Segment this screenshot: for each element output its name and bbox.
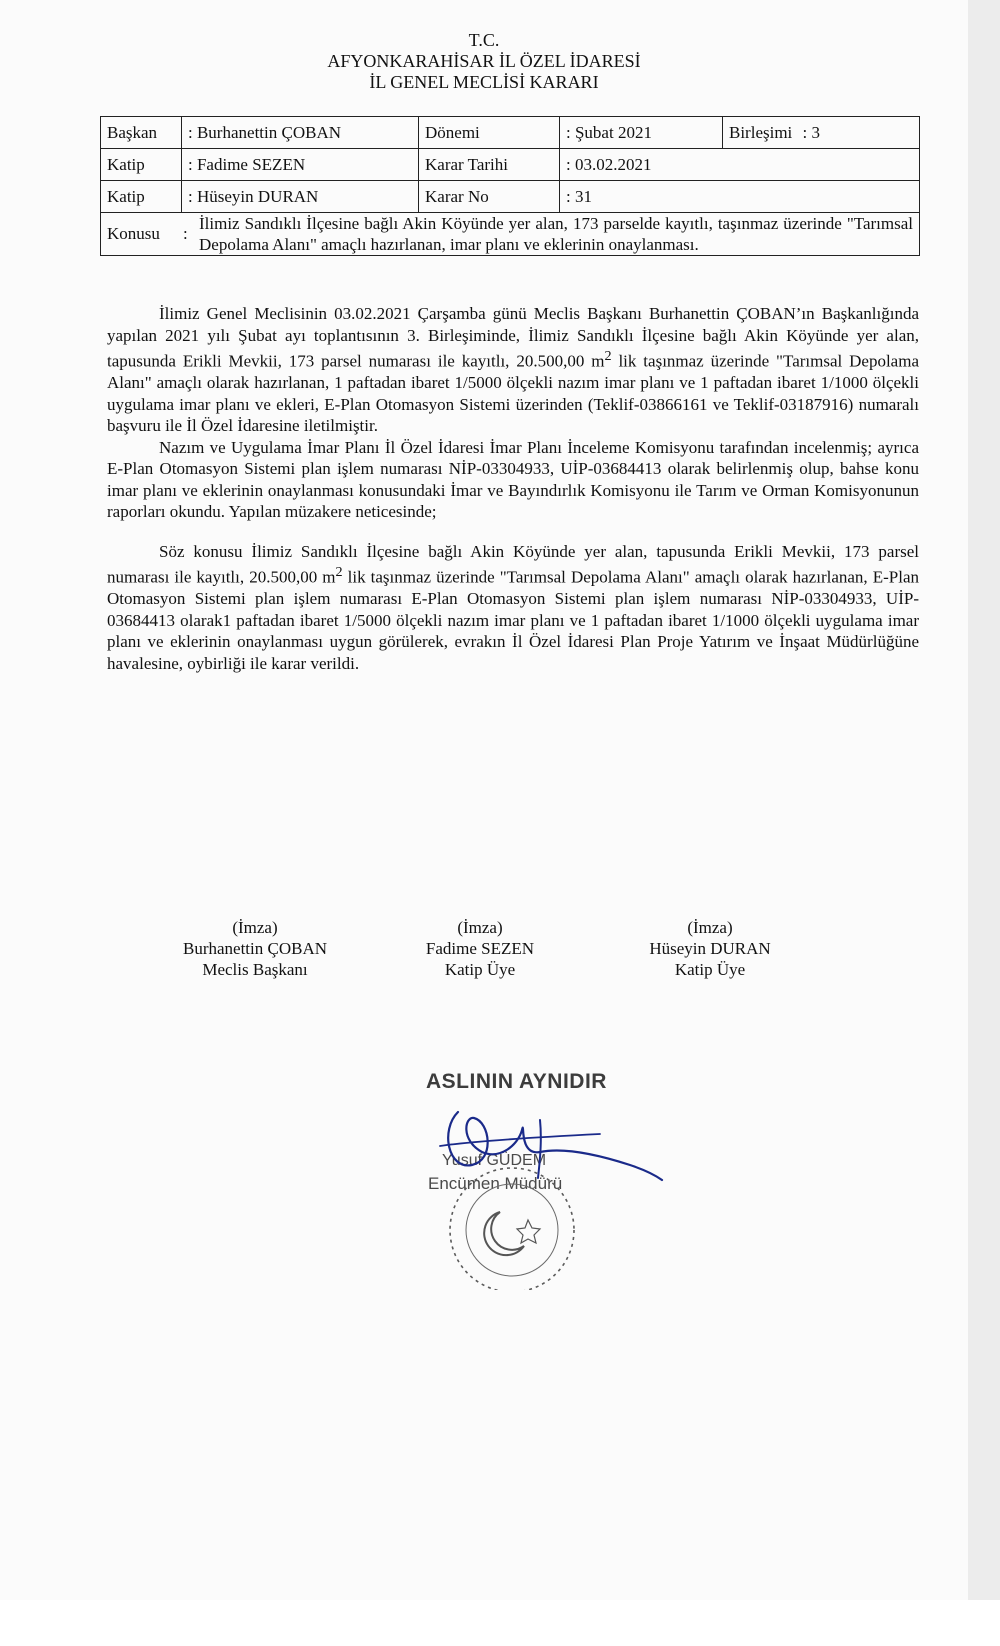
birlesim-label: Birleşimi (729, 122, 793, 142)
signature-katip2 (600, 917, 820, 980)
meta-row-konusu (101, 213, 920, 256)
signature-name: Hüseyin DURAN (649, 939, 771, 958)
katip1-label: Katip (101, 149, 182, 181)
signature-imza: (İmza) (687, 918, 733, 937)
katip2-value: : Hüseyin DURAN (182, 181, 419, 213)
signature-title: Meclis Başkanı (202, 960, 308, 979)
decision-body (107, 303, 919, 674)
konusu-cell (101, 213, 920, 256)
header-tc: T.C. (468, 30, 500, 50)
donemi-value: : Şubat 2021 (560, 117, 723, 149)
donemi-label: Dönemi (419, 117, 560, 149)
page-bottom-margin (0, 1600, 1000, 1646)
karar-tarihi-value: : 03.02.2021 (560, 149, 920, 181)
meta-row-katip1 (101, 149, 920, 181)
document-header (0, 30, 968, 93)
birlesim-value: : 3 (802, 122, 821, 142)
paragraph-3-part-b: lik taşınmaz üzerinde "Tarımsal Depolama Alanı" amaçlı olarak hazırlanan, E-Plan Otomasyon Sistemi plan işlem numarası E-Plan Otomasyon Sistemi plan işlem numarası NİP-03304933, UİP-03684413 olarak1 paftadan ibaret 1/5000 ölçekli nazım imar planı ve 1 paftadan ibaret 1/1000 ölçekli uygulama imar planı ve eklerinin onaylanması uygun görülerek, evrakın İl Özel İdaresi Plan Proje Yatırım ve İnşaat Müdürlüğüne havalesine, oybirliği ile karar verildi. (107, 567, 920, 673)
paragraph-1 (107, 303, 919, 437)
header-institution: AFYONKARAHİSAR İL ÖZEL İDARESİ (327, 51, 641, 71)
paragraph-1-part-b: lik taşınmaz üzerinde "Tarımsal Depolama Alanı" amaçlı olarak hazırlanan, 1 paftadan ibaret 1/5000 ölçekli nazım imar planı ve 1 paftadan ibaret 1/1000 ölçekli uygulama imar planı ve ekleri, E-Plan Otomasyon Sistemi üzerinden (Teklif-03866161 ve Teklif-03187916) numaralı başvuru ile İl Özel İdaresine iletilmiştir. (107, 351, 919, 436)
karar-no-label: Karar No (419, 181, 560, 213)
paragraph-2: Nazım ve Uygulama İmar Planı İl Özel İdaresi İmar Planı İnceleme Komisyonu tarafından incelenmiş; ayrıca E-Plan Otomasyon Sistemi plan işlem numarası NİP-03304933, UİP-03684413 olarak belirlenmiş olup, bahse konu imar planı ve eklerinin onaylanması konusundaki İmar ve Bayındırlık Komisyonu ile Tarım ve Orman Komisyonunun raporları okundu. Yapılan müzakere neticesinde; (107, 437, 919, 522)
stamp-officer-title: Encümen Müdürü (428, 1174, 563, 1193)
signature-name: Burhanettin ÇOBAN (182, 939, 328, 958)
meta-row-katip2 (101, 181, 920, 213)
scan-edge-strip (968, 0, 1000, 1600)
certification-stamp (400, 1060, 700, 1290)
baskan-label: Başkan (101, 117, 182, 149)
signature-title: Katip Üye (444, 960, 516, 979)
signature-katip1 (370, 917, 590, 980)
paragraph-3 (107, 541, 919, 675)
paragraph-1-superscript: 2 (604, 348, 612, 364)
stamp-officer-name: Yusuf GÜDEM (442, 1152, 547, 1169)
paragraph-3-superscript: 2 (335, 564, 343, 581)
signature-name: Fadime SEZEN (425, 939, 535, 958)
signature-baskan (145, 917, 365, 980)
signature-imza: (İmza) (232, 918, 278, 937)
paragraph-1-part-a: İlimiz Genel Meclisinin 03.02.2021 Çarşamba günü Meclis Başkanı Burhanettin ÇOBAN’ın Başkanlığında yapılan 2021 yılı Şubat ayı toplantısının 3. Birleşiminde, İlimiz Sandıklı İlçesine bağlı Akin Köyünde yer alan, tapusunda Erikli Mevkii, 173 parsel numarası ile kayıtlı, 20.500,00 m (107, 304, 919, 371)
birlesim-cell (723, 117, 920, 149)
konusu-text: İlimiz Sandıklı İlçesine bağlı Akin Köyünde yer alan, 173 parselde kayıtlı, taşınmaz üzerinde "Tarımsal Depolama Alanı" amaçlı hazırlanan, imar planı ve eklerinin onaylanması. (199, 214, 913, 254)
katip1-value: : Fadime SEZEN (182, 149, 419, 181)
header-decision-title: İL GENEL MECLİSİ KARARI (369, 72, 599, 92)
paragraph-3-part-a: Söz konusu İlimiz Sandıklı İlçesine bağlı Akin Köyünde yer alan, tapusunda Erikli Mevkii, 173 parsel numarası ile kayıtlı, 20.500,00 m (107, 541, 919, 587)
konusu-label: Konusu (107, 224, 160, 243)
karar-no-value: : 31 (560, 181, 920, 213)
signature-title: Katip Üye (674, 960, 746, 979)
baskan-value: : Burhanettin ÇOBAN (182, 117, 419, 149)
meta-row-baskan (101, 117, 920, 149)
karar-tarihi-label: Karar Tarihi (419, 149, 560, 181)
decision-info-table (100, 116, 920, 256)
signature-imza: (İmza) (457, 918, 503, 937)
konusu-colon: : (183, 224, 188, 243)
katip2-label: Katip (101, 181, 182, 213)
stamp-certified-copy-text: ASLININ AYNIDIR (426, 1070, 607, 1093)
official-seal-icon (400, 1060, 700, 1290)
